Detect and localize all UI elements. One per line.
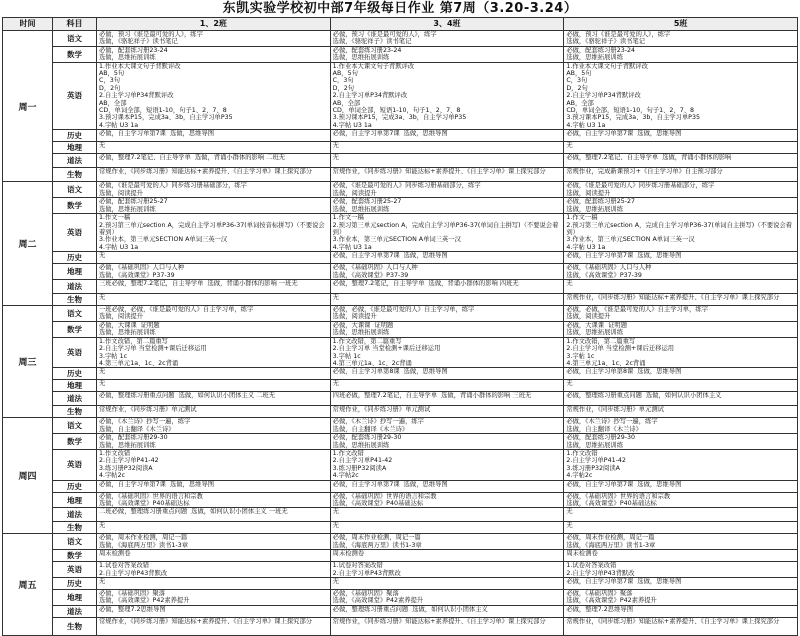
homework-cell: 无 [330,142,564,154]
homework-cell: 必做，《谁是最可爱的人》同步练习册基础部分，练字 选做，阅读提升 [564,182,798,198]
homework-cell: 无 [330,508,564,522]
homework-cell: 无 [97,380,331,392]
subject-cell: 道法 [53,508,97,522]
homework-cell: 无 [97,368,331,380]
homework-cell: 无 [330,154,564,168]
header-class-3-4: 3、4班 [330,18,564,31]
table-row [3,617,798,635]
homework-cell: 周末检测卷 [97,550,331,562]
homework-cell: 必做，配套练习册29-30 选做，思维拓展训练 [97,434,331,450]
subject-cell: 生物 [53,617,97,635]
subject-cell: 英语 [53,214,97,252]
homework-cell: 必做，配套练习册23-24 选做，思维拓展训练 [564,46,798,62]
table-row [3,305,798,321]
subject-cell: 历史 [53,130,97,142]
table-row [3,578,798,590]
homework-cell: 无 [97,578,331,590]
subject-cell: 语文 [53,305,97,321]
day-cell: 周二 [3,182,53,306]
homework-cell: 必做，整理7.2笔记、自主导学单 选做，背诵小群体的影响 [564,154,798,168]
subject-cell: 数学 [53,46,97,62]
table-row [3,279,798,293]
homework-cell: 无 [330,380,564,392]
homework-cell: 无 [97,522,331,534]
table-row [3,46,798,62]
table-row [3,450,798,481]
homework-cell: 必做，整理7.2笔记、自主导学单 选做，背诵小群体的影响 二班无 [97,154,331,168]
subject-cell: 地理 [53,142,97,154]
subject-cell: 生物 [53,406,97,418]
homework-cell: 必做，自主学习单第7课 选做，思维导图 [97,480,331,492]
page-title: 东凯实验学校初中部7年级每日作业 第7周（3.20-3.24） [222,1,578,16]
homework-cell: 周末检测卷 [330,550,564,562]
homework-cell: 必做，周末作业检测，周记一篇 选做，《海底两万里》读书1-3章 [330,534,564,550]
homework-cell: 1.作业本大课文句子背默评改 AB，5句 C，3句 D，2句 2.自主学习单P34背默评改 AB，全部 CD，单词全部，短语1-10，句子1、2、7、8 3.预习课本P15，完成3a、3b，自主学习单P35 4.字帖 U3 1a [97,62,331,130]
homework-cell: 无 [330,578,564,590]
subject-cell: 地理 [53,590,97,606]
homework-cell: 必做，自主学习单第7课 选做，思维导图 [330,252,564,264]
table-row [3,321,798,337]
day-cell: 周五 [3,534,53,635]
homework-cell: 1.作业本大课文句子背默评改 AB，5句 C，3句 D，2句 2.自主学习单P34背默评改 AB，全部 CD，单词全部，短语1-10，句子1、2、7、8 3.预习课本P15，完成3a、3b，自主学习单P35 4.字帖 U3 1a [564,62,798,130]
homework-cell: 必做，《基础巩固》世界的语言和宗教 选做，《高效课堂》P40基础达标 [97,492,331,508]
table-row [3,406,798,418]
homework-cell: 无 [330,522,564,534]
table-row [3,168,798,182]
homework-cell: 必做，自主学习单第7课 选做，思维导图 [564,130,798,142]
homework-cell: 必做，《谁是最可爱的人》同步练习册基础部分，练字 选做，阅读提升 [97,182,331,198]
homework-table [2,17,798,636]
subject-cell: 道法 [53,279,97,293]
homework-cell: 常规作业，《同步练习册》单元测试 [330,406,564,418]
day-cell: 周三 [3,305,53,417]
subject-cell: 语文 [53,31,97,47]
header-time: 时间 [3,18,53,31]
table-row [3,198,798,214]
header-class-1-2: 1、2班 [97,18,331,31]
homework-cell: 必做，《基础巩固》聚落 选做，《高效课堂》P42素养提升 [330,590,564,606]
homework-cell: 必做，大课课 证明题 选做，思维拓展训练 [97,321,331,337]
homework-cell: 一班必做，必做，《谁是最可爱的人》自主学习单，练字 选做，阅读提升 [97,305,331,321]
homework-cell: 必做，自主学习单第7课 选做，思维导图 [330,130,564,142]
homework-cell: 必做，《基础巩固》人口与人种 选做，《高效课堂》P37-39 [330,264,564,280]
table-row [3,418,798,434]
header-subject: 科目 [53,18,97,31]
homework-cell: 必做，配套练习册23-24 选做，思维拓展训练 [330,46,564,62]
homework-cell: 常规作业，《同步练习册》单元测试 [564,406,798,418]
header-row [3,18,798,31]
subject-cell: 道法 [53,392,97,406]
table-row [3,130,798,142]
homework-cell: 无 [97,293,331,305]
subject-cell: 地理 [53,380,97,392]
homework-cell: 必做，整理练习册重点问题 选做，如何认识小团体主义 [330,605,564,617]
homework-cell: 常规作业，《同步练习册》单元测试 [97,406,331,418]
homework-cell: 无 [97,142,331,154]
homework-cell: 三班必做，整理7.2笔记，自主导学单 选做，背诵小群体的影响 一班无 [97,279,331,293]
table-row [3,293,798,305]
homework-cell: 必做，整理7.2笔记，自主导学单 选做，背诵小群体的影响 四班无 [330,279,564,293]
homework-cell: 必做，自主学习单第7课 选做，思维导图 [330,480,564,492]
homework-cell: 常规作业，《同步练习册》知能达标+素养提升、《自主学习单》课上探究部分 [330,617,564,635]
homework-cell: 无 [564,522,798,534]
table-row [3,480,798,492]
subject-cell: 历史 [53,480,97,492]
table-row [3,154,798,168]
homework-cell: 必做，预习《谁是最可爱的人》，练字 选做，《骆驼祥子》读书笔记 [97,31,331,47]
subject-cell: 生物 [53,168,97,182]
homework-cell: 必做，自主学习单第7课 选做，思维导图 [564,252,798,264]
subject-cell: 英语 [53,337,97,368]
subject-cell: 数学 [53,198,97,214]
day-cell: 周一 [3,31,53,182]
homework-cell: 必做，配套练习册29-30 选做，思维拓展训练 [564,434,798,450]
homework-cell: 必做，自主学习单第7课 选做，思维导图 [564,480,798,492]
table-row [3,264,798,280]
subject-cell: 历史 [53,368,97,380]
table-row [3,214,798,252]
homework-cell: 1.作文一稿 2.预习第三单元section A，完成自主学习单P36-37(单词自主拼写)（不要说会着到） 3.作业本，第三单元SECTION A单词三英一汉 4.字帖 U3 1a [564,214,798,252]
homework-cell: 无 [564,508,798,522]
header-class-5: 5班 [564,18,798,31]
homework-cell: 常规作业，《同步练习册》知能达标+素养提升、《自主学习单》课上探究部分 [564,293,798,305]
homework-cell: 1.作文一稿 2.预习第三单元section A，完成自主学习单P36-37(单词按音标拼写)（不要说会着到） 3.作业本，第三单元SECTION A单词三英一汉 4.字帖 U3 1a [97,214,331,252]
homework-cell: 1.作文一稿 2.预习第三单元section A，完成自主学习单P36-37(单词自主拼写)（不要说会着到） 3.作业本，第三单元SECTION A单词三英一汉 4.字帖 U3 1a [330,214,564,252]
homework-cell: 必做，必做，《谁是最可爱的人》自主学习单，练字 选做，阅读提升 [330,305,564,321]
subject-cell: 地理 [53,264,97,280]
homework-cell: 必做，整理练习册重点问题 选做，如何认识小团体主义 二班无 [97,392,331,406]
homework-cell: 必做，《木兰诗》抄写一遍，练字 选做，自主翻译《木兰诗》 [564,418,798,434]
homework-cell: 必做，配套练习册23-24 选做，思维拓展训练 [97,46,331,62]
homework-cell: 1.试卷对答案改错 2.自主学习单P43背默改 [97,562,331,578]
homework-cell: 必做，《基础巩固》人口与人种 选做，《高效课堂》P37-39 [564,264,798,280]
subject-cell: 道法 [53,154,97,168]
homework-cell: 必做，自主学习单第7课 选做，思维导图 [97,130,331,142]
homework-cell: 必做，周末作业检测，周记一篇 选做，《海底两万里》读书1-3章 [97,534,331,550]
homework-cell: 必做，配套练习册25-27 选做，思维拓展训练 [564,198,798,214]
homework-cell: 必做，大课课 证明题 选做，思维拓展训练 [330,321,564,337]
homework-cell: 必做，自主学习单第8课 选做，思维导图 [330,368,564,380]
homework-cell: 周末检测卷 [564,550,798,562]
homework-cell: 必做，自主学习单第8课 选做，思维导图 [564,368,798,380]
homework-cell: 1.作文改错 2.自主学习单P41-42 3.练习册P32阅读A 4.字帖2c [564,450,798,481]
subject-cell: 英语 [53,62,97,130]
homework-cell: 四班必做，整理7.2笔记，自主导学单 选做，背诵小群体的影响 三班无 [330,392,564,406]
subject-cell: 语文 [53,182,97,198]
subject-cell: 英语 [53,562,97,578]
homework-cell: 必做，《基础巩固》人口与人种 选做，《高效课堂》P37-39 [97,264,331,280]
subject-cell: 生物 [53,293,97,305]
table-row [3,337,798,368]
subject-cell: 生物 [53,522,97,534]
table-row [3,31,798,47]
table-row [3,590,798,606]
homework-cell: 必做，《谁是最可爱的人》同步练习册基础部分，练字 选做，阅读提升 [330,182,564,198]
subject-cell: 历史 [53,578,97,590]
homework-cell: 必做，配套练习册29-30 选做，思维拓展训练 [330,434,564,450]
homework-cell: 无 [330,293,564,305]
homework-cell: 必做，《基础巩固》聚落 选做，《高效课堂》P42素养提升 [564,590,798,606]
homework-cell: 常规作业，《同步练习册》知能达标+素养提升、《自主学习单》课上探究部分 [97,617,331,635]
homework-cell: 必做，《基础巩固》聚落 选做，《高效课堂》P42素养提升 [97,590,331,606]
homework-cell: 1.作文改错 2.自主学习单P41-42 3.练习册P32阅读A 4.字帖2c [97,450,331,481]
subject-cell: 数学 [53,550,97,562]
homework-cell: 1.作文改错，第二篇重写 2.自主学习单 当堂检测+课后迁移运用 3.字帖 1c 4.第三单元1a、1c、2c背诵 [330,337,564,368]
homework-cell: 1.作文改错，第二篇重写 2.自主学习单 当堂检测+课后迁移运用 3.字帖 1c 4.第三单元1a、1c、2c背诵 [97,337,331,368]
homework-cell: 1.作文改错，第二篇重写 2.自主学习单 当堂检测+课后迁移运用 3.字帖 1c 4.第三单元1a、1c、2c背诵 [564,337,798,368]
homework-cell: 必做，必做，《谁是最可爱的人》自主学习单，练字 选做，阅读提升 [564,305,798,321]
homework-cell: 必做，预习《谁是最可爱的人》，练字 选做，《骆驼祥子》读书笔记 [330,31,564,47]
table-row [3,508,798,522]
homework-cell: 无 [564,380,798,392]
subject-cell: 数学 [53,321,97,337]
table-row [3,182,798,198]
homework-cell: 必做，配套练习册25-27 选做，思维拓展训练 [330,198,564,214]
homework-cell: 1.作文改错 2.自主学习单P41-42 3.练习册P32阅读A 4.字帖2c [330,450,564,481]
subject-cell: 地理 [53,492,97,508]
table-row [3,492,798,508]
homework-cell: 无 [564,142,798,154]
homework-cell: 常规作业，《同步练习册》知能达标+素养提升、《自主学习单》课上探究部分 [564,617,798,635]
homework-cell: 无 [97,252,331,264]
homework-cell: 必做，《木兰诗》抄写一遍，练字 选做，自主翻译《木兰诗》 [97,418,331,434]
homework-cell: 常规作业，完成新课预习+《自主学习单》自主预习部分 [564,168,798,182]
homework-cell: 必做，配套练习册25-27 选做，思维拓展训练 [97,198,331,214]
homework-cell: 常规作业，《同步练习册》知能达标+素养提升、《自主学习单》课上探究部分 [97,168,331,182]
homework-cell: 必做，《木兰诗》抄写一遍，练字 选做，自主翻译《木兰诗》 [330,418,564,434]
homework-cell: 常规作业，《同步练习册》知能达标+素养提升、《自主学习单》课上探究部分 [330,168,564,182]
homework-cell: 必做，大课课 证明题 选做，思维拓展训练 [564,321,798,337]
table-row [3,562,798,578]
table-row [3,368,798,380]
homework-cell: 必做，周末作业检测，周记一篇 选做，《海底两万里》读书1-3章 [564,534,798,550]
subject-cell: 语文 [53,418,97,434]
homework-cell: 1.作业本大课文句子背默评改 AB，5句 C，3句 D，2句 2.自主学习单P34背默评改 AB，全部 CD，单词全部，短语1-10，句子1、2、7、8 3.预习课本P15，完成3a、3b，自主学习单P35 4.字帖 U3 1a [330,62,564,130]
subject-cell: 语文 [53,534,97,550]
table-row [3,534,798,550]
subject-cell: 英语 [53,450,97,481]
homework-cell: 必做，《基础巩固》世界的语言和宗教 选做，《高效课堂》P40基础达标 [564,492,798,508]
homework-cell: 1.试卷对答案改错 2.自主学习单P43背默改 [330,562,564,578]
table-body [3,31,798,636]
table-row [3,434,798,450]
homework-cell: 必做，《基础巩固》世界的语言和宗教 选做，《高效课堂》P40基础达标 [330,492,564,508]
table-row [3,605,798,617]
homework-cell: 二班必做，整理练习册重点问题 选做，如何认识小团体主义 一班无 [97,508,331,522]
subject-cell: 道法 [53,605,97,617]
table-row [3,522,798,534]
homework-cell: 必做，预习《谁是最可爱的人》，练字 选做，《骆驼祥子》读书笔记 [564,31,798,47]
homework-cell: 必做，整理练习册重点问题 选做，如何认识小团体主义 [564,392,798,406]
homework-cell: 必做，自主学习单第7课 选做，思维导图 [564,578,798,590]
homework-cell: 必做，整理7.2思维导图 [97,605,331,617]
subject-cell: 数学 [53,434,97,450]
homework-cell: 必做，整理7.2思维导图 [564,605,798,617]
table-row [3,62,798,130]
day-cell: 周四 [3,418,53,534]
table-row [3,252,798,264]
table-row [3,550,798,562]
homework-cell: 无 [564,279,798,293]
table-row [3,392,798,406]
table-row [3,142,798,154]
homework-cell: 1.试卷对答案改错 2.自主学习单P43背默改 [564,562,798,578]
table-row [3,380,798,392]
subject-cell: 历史 [53,252,97,264]
